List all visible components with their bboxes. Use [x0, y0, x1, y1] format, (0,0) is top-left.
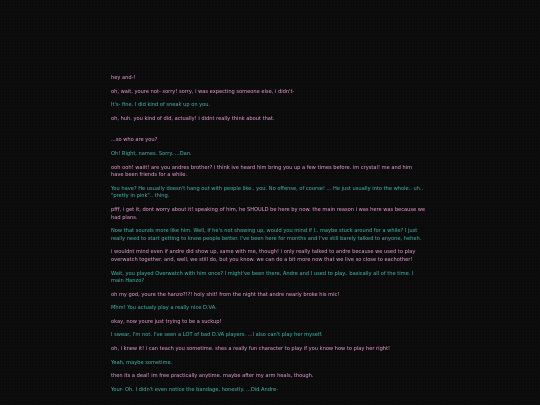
- chat-message-speaker-a: okay, now youre just trying to be a suckup!: [111, 318, 222, 325]
- chat-message-speaker-a: ooh ooh! waiit! are you andres brother? i think ive heard him bring you up a few times before. im crystal! me and him have been friends for a while.: [111, 164, 413, 179]
- chat-message-speaker-b: Wait, you played Overwatch with him once? I might've been there, Andre and I used to play.. basically all of the time. I main Hanzo?: [111, 270, 414, 285]
- chat-message-speaker-b: Now that sounds more like him. Well, if he's not showing up, would you mind if I.. maybe stuck around for a while? I just really need to start getting to know people better. I've been here for months and I've still barely talked to anyone, heheh.: [111, 228, 422, 242]
- chat-message-speaker-a: ...so who are you?: [111, 137, 158, 144]
- chat-message-speaker-a: pfff, i get it, dont worry about it! speaking of him, he SHOULD be here by now. the main reason i was here was because we had plans.: [111, 206, 426, 221]
- chat-message-speaker-a: hey and-!: [111, 75, 136, 81]
- chat-message-speaker-b: I swear, I'm not. I've seen a LOT of bad D.VA players. ...I also can't play her myself.: [111, 332, 323, 339]
- chat-message-speaker-a: oh, huh. you kind of did, actually! i didnt really think about that.: [111, 115, 275, 122]
- chat-log: [111, 75, 426, 400]
- chat-message-speaker-b: Yeah, maybe sometime.: [111, 359, 173, 366]
- chat-message-speaker-b: Oh! Right, names. Sorry. ...Dan.: [111, 150, 192, 157]
- chat-message-speaker-b: Mhm! You actualy play a really nice D.VA.: [111, 305, 217, 312]
- chat-message-speaker-b: You have? He usually doesn't hang out with people like.. you. No offense, of course! ... He just usually into the whole.. uh.. "pretty in pink".. thing.: [111, 185, 424, 200]
- chat-message-speaker-a: oh my god, youre the hanzo?!?! holy shit! from the night that andre nearly broke his mic!: [111, 291, 340, 298]
- chat-message-speaker-a: oh, wait, youre not- sorry! sorry, i was expecting someone else, i didn't-: [111, 88, 295, 95]
- chat-message-speaker-a: then its a deal! im free practically anytime. maybe after my arm heals, though.: [111, 373, 314, 380]
- chat-message-speaker-b: Your- Oh. I didn't even notice the bandage, honestly. ...Did Andre-: [111, 386, 278, 393]
- chat-message-speaker-a: oh, i knew it! i can teach you sometime. shes a really fun character to play if you know how to play her right!: [111, 346, 391, 353]
- chat-message-speaker-a: i wouldnt mind even if andre did show up, same with me, though! i only really talked to andre because we used to play overwatch together. and, well, we still do, but you know. we can do a bit more now that we live so close to eachother!: [111, 249, 416, 263]
- chat-message-speaker-b: It's- fine. I did kind of sneak up on you.: [111, 102, 211, 109]
